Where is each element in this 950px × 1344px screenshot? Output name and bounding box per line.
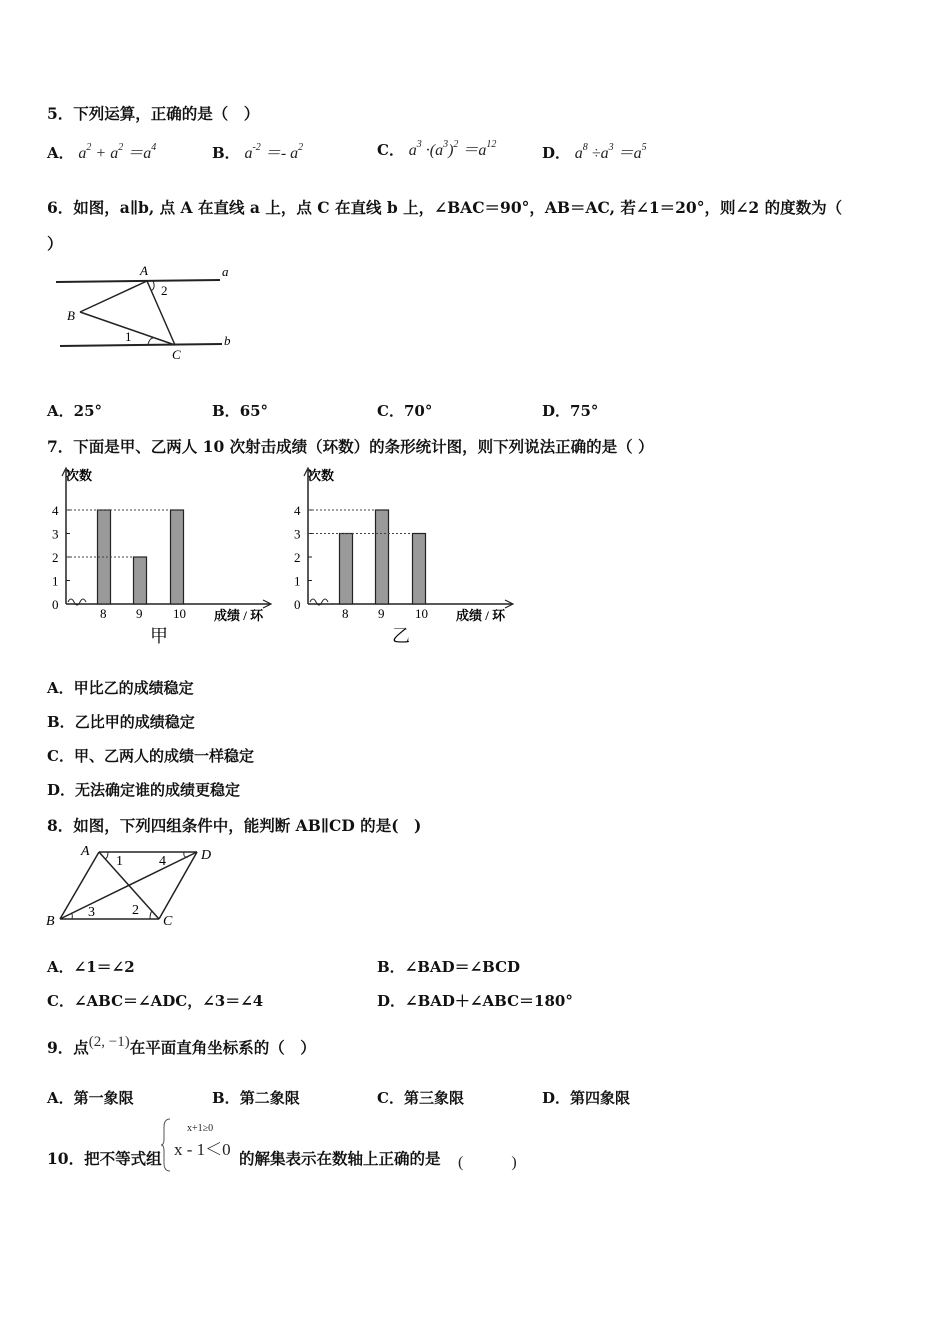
q9-point: (2, −1) (88, 1034, 130, 1050)
y-axis-label: 次数 (66, 468, 93, 483)
q7-stem: 7．下面是甲、乙两人 10 次射击成绩（环数）的条形统计图，则下列说法正确的是（ ） (47, 437, 654, 456)
x-tick-label: 9 (136, 606, 143, 621)
label-angle-3: 3 (88, 905, 95, 920)
q10-inequality-2: x - 1＜0 (174, 1140, 231, 1159)
q10-answer-paren: ( ) (458, 1154, 517, 1171)
q5-option-a[interactable] (47, 140, 156, 163)
chart-caption: 甲 (150, 626, 168, 646)
x-tick-label: 8 (100, 606, 107, 621)
q9-stem-post: 在平面直角坐标系的（ ） (129, 1038, 316, 1057)
label-line-a: a (222, 264, 229, 279)
q5-option-d[interactable] (542, 140, 647, 163)
q7-option-a[interactable]: A．甲比乙的成绩稳定 (47, 679, 194, 697)
q10-inequality-1: x+1≥0 (187, 1123, 214, 1134)
option-label: D． (542, 144, 571, 162)
label-a-point: A (81, 844, 90, 859)
angle-2-arc (150, 911, 152, 919)
q7-option-d[interactable]: D．无法确定谁的成绩更稳定 (47, 781, 241, 799)
chart-caption: 乙 (392, 626, 410, 646)
y-tick-label: 1 (52, 573, 59, 589)
q7-option-c[interactable]: C．甲、乙两人的成绩一样稳定 (47, 747, 254, 765)
label-b-point: B (46, 914, 55, 929)
segment-ab (80, 281, 147, 312)
label-angle-4: 4 (159, 854, 166, 869)
label-c-point: C (163, 914, 173, 929)
q8-figure (42, 842, 232, 932)
y-tick-label: 0 (294, 597, 301, 612)
y-tick-label: 3 (52, 526, 59, 542)
q10-stem-post: 的解集表示在数轴上正确的是 (239, 1149, 441, 1168)
bar-chart-yi (286, 462, 526, 652)
label-angle-2: 2 (132, 903, 139, 918)
formula: $a^2 + a^2 =a^4$ (78, 142, 157, 162)
label-angle-1: 1 (125, 329, 132, 344)
q9-option-b[interactable]: B．第二象限 (212, 1089, 300, 1107)
x-axis-label: 成绩 / 环 (214, 608, 264, 623)
q9-option-a[interactable]: A．第一象限 (47, 1089, 134, 1107)
bar (376, 510, 389, 604)
q9-stem-pre: 9．点 (47, 1038, 89, 1057)
x-tick-label: 10 (415, 606, 428, 621)
formula: $a^8 \div a^3 =a^5$ (574, 142, 647, 162)
q8-option-a[interactable]: A．∠1＝∠2 (47, 958, 135, 976)
x-tick-label: 9 (378, 606, 385, 621)
bar (413, 534, 426, 605)
label-b-point: B (67, 308, 75, 323)
line-b (60, 344, 222, 346)
q6-option-d[interactable]: D．75° (542, 402, 599, 420)
q6-stem: 6．如图，a∥b, 点 A 在直线 a 上，点 C 在直线 b 上，∠BAC＝90°，AB＝AC, 若∠1＝20°，则∠2 的度数为（ (47, 198, 843, 217)
q5-stem: 5．下列运算，正确的是（ ） (47, 104, 260, 123)
bar-chart-jia (44, 462, 284, 652)
q8-option-c[interactable]: C．∠ABC＝∠ADC，∠3＝∠4 (47, 992, 264, 1010)
q6-stem-end: ） (47, 234, 63, 253)
label-angle-1: 1 (116, 854, 123, 869)
q8-option-d[interactable]: D．∠BAD＋∠ABC＝180° (377, 992, 573, 1010)
q6-option-a[interactable]: A．25° (47, 402, 103, 420)
q10-stem-pre: 10．把不等式组 (47, 1149, 162, 1168)
q6-option-b[interactable]: B．65° (212, 402, 269, 420)
y-tick-label: 2 (294, 550, 301, 565)
q9-option-d[interactable]: D．第四象限 (542, 1089, 631, 1107)
x-axis-label: 成绩 / 环 (456, 608, 506, 623)
angle-1-arc (148, 338, 153, 344)
y-tick-label: 1 (294, 573, 301, 589)
q6-option-c[interactable]: C．70° (377, 402, 433, 420)
q9-stem (47, 1036, 316, 1058)
label-line-b: b (224, 333, 231, 348)
label-d-point: D (201, 848, 212, 863)
y-tick-label: 2 (52, 550, 59, 565)
q8-option-b[interactable]: B．∠BAD＝∠BCD (377, 958, 521, 976)
q6-figure (50, 262, 240, 362)
label-angle-2: 2 (161, 283, 168, 298)
line-a (56, 280, 220, 282)
option-label: A． (47, 144, 74, 162)
x-tick-label: 10 (173, 606, 186, 621)
label-c-point: C (172, 347, 181, 362)
left-brace-icon (160, 1117, 172, 1173)
bar (134, 557, 147, 604)
q9-option-c[interactable]: C．第三象限 (377, 1089, 464, 1107)
y-tick-label: 4 (52, 503, 59, 518)
q5-option-b[interactable] (212, 140, 303, 163)
option-label: C． (377, 141, 404, 159)
bar (171, 510, 184, 604)
bar (340, 534, 353, 605)
option-label: B． (212, 144, 240, 162)
x-tick-label: 8 (342, 606, 349, 621)
y-tick-label: 0 (52, 597, 59, 612)
label-a-point: A (140, 263, 148, 278)
y-tick-label: 4 (294, 503, 301, 518)
y-tick-label: 3 (294, 526, 301, 542)
q8-stem: 8．如图，下列四组条件中，能判断 AB∥CD 的是( ) (47, 816, 422, 835)
diagonal-bd (60, 852, 197, 919)
q7-option-b[interactable]: B．乙比甲的成绩稳定 (47, 713, 195, 731)
formula: $a^{-2} =- a^2$ (244, 142, 304, 162)
q5-option-c[interactable] (377, 137, 496, 160)
formula: $a^3 \cdot(a^3)^2 =a^{12}$ (408, 139, 497, 159)
angle-1-arc (105, 852, 108, 859)
y-axis-label: 次数 (308, 468, 335, 483)
